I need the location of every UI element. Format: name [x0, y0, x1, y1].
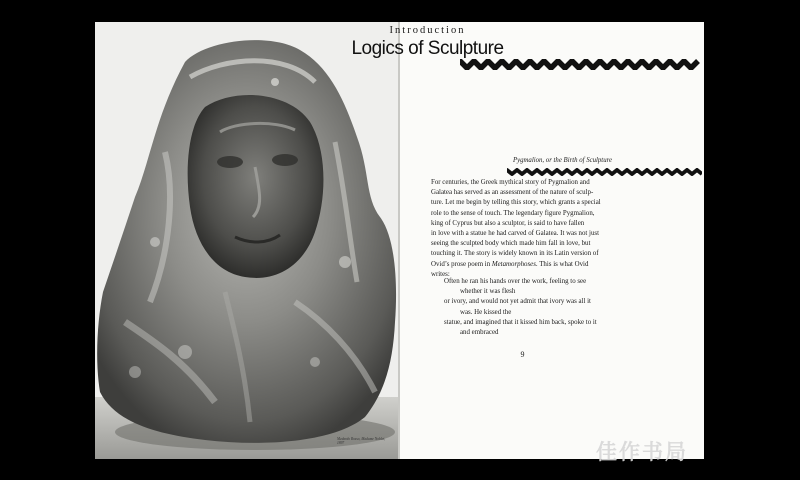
section-title: Pygmalion, or the Birth of Sculpture [512, 157, 612, 164]
caption-line: Medardo Rosso, Madame Noblet, [337, 437, 386, 441]
quote-line: whether it was flesh [460, 288, 516, 296]
body-line: writes: [431, 270, 450, 278]
photo-caption [337, 437, 457, 446]
left-page [95, 22, 398, 459]
quote-line: statue, and imagined that it kissed him back, spoke to it [444, 318, 597, 326]
body-line [431, 260, 614, 270]
body-paragraph [431, 178, 614, 280]
watermark-text: 佳作书局 [596, 440, 688, 464]
quote-line: was. He kissed the [460, 308, 512, 316]
body-line: touching it. The story is widely known in its Latin version of [431, 250, 599, 258]
body-text-fragment: Ovid’s prose poem in [431, 260, 492, 268]
body-line: role to the sense of touch. The legendary figure Pygmalion, [431, 209, 595, 217]
quote-line: Often he ran his hands over the work, feeling to see [444, 278, 587, 285]
body-line: king of Cyprus but also a sculptor, is said to have fallen [431, 219, 585, 227]
work-title-italic: Metamorphoses [491, 260, 536, 268]
chapter-label: Introduction [389, 25, 466, 36]
section-wave-rule [507, 168, 702, 176]
body-line: seeing the sculpted body which made him fall in love, but [431, 240, 591, 248]
page-number: 9 [520, 350, 525, 359]
body-line: Galatea has served as an assessment of the nature of sculp- [431, 189, 594, 197]
title-wave-rule [460, 59, 702, 70]
sculpture-photo [95, 22, 398, 459]
body-text-fragment: . This is what Ovid [535, 260, 589, 268]
quote-line: and embraced [460, 329, 499, 337]
caption-line: 1897 [337, 441, 345, 446]
block-quote [444, 277, 644, 338]
body-line: ture. Let me begin by telling this story, which grants a special [431, 199, 601, 207]
quote-line: or ivory, and would not yet admit that ivory was all it [444, 298, 591, 306]
body-line: For centuries, the Greek mythical story of Pygmalion and [431, 179, 590, 186]
body-line: in love with a statue he had carved of Galatea. It was not just [431, 230, 599, 238]
chapter-title: Logics of Sculpture [351, 38, 504, 59]
